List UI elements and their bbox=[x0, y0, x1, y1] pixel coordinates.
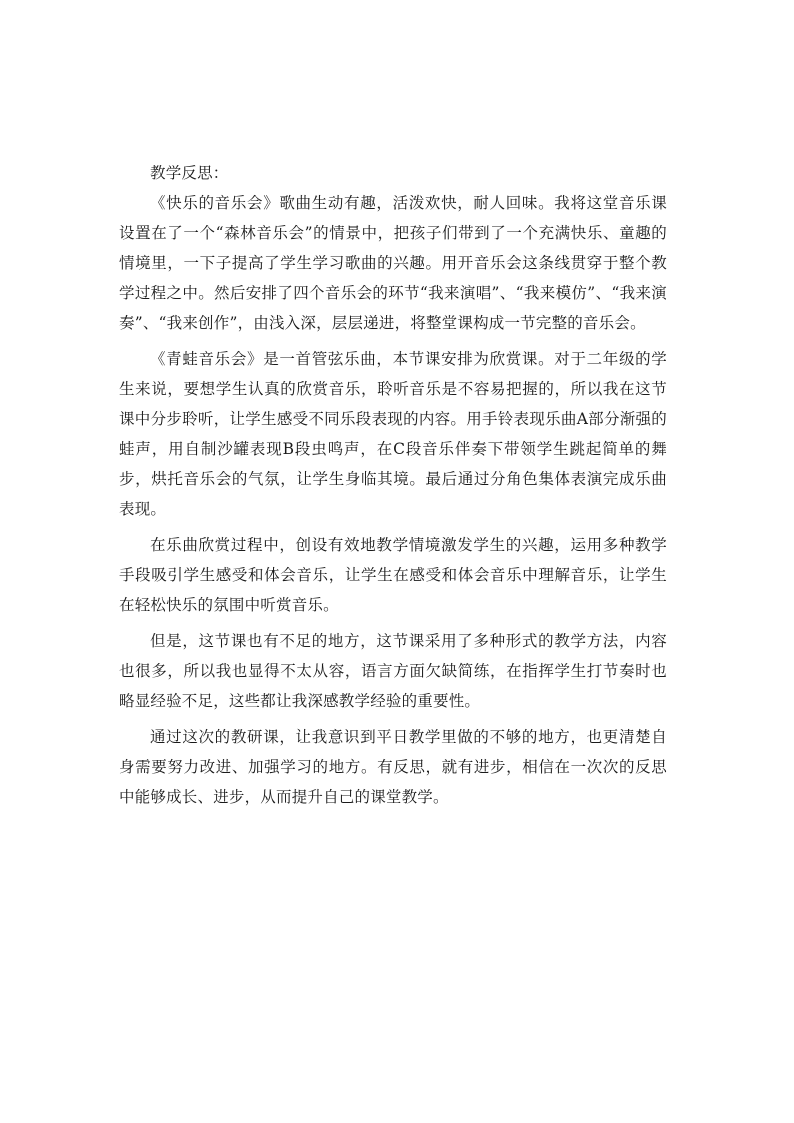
paragraph-5: 通过这次的教研课，让我意识到平日教学里做的不够的地方，也更清楚自身需要努力改进、加强学习的地方。有反思，就有进步，相信在一次次的反思中能够成长、进步，从而提升自己的课堂教学。 bbox=[119, 728, 667, 806]
paragraph-2: 《青蛙音乐会》是一首管弦乐曲，本节课安排为欣赏课。对于二年级的学生来说，要想学生认真的欣赏音乐，聆听音乐是不容易把握的，所以我在这节课中分步聆听，让学生感受不同乐段表现的内容。用手铃表现乐曲A部分渐强的蛙声，用自制沙罐表现B段虫鸣声，在C段音乐伴奏下带领学生跳起简单的舞步，烘托音乐会的气氛，让学生身临其境。最后通过分角色集体表演完成乐曲表现。 bbox=[119, 350, 667, 518]
section-heading: 教学反思： bbox=[150, 164, 229, 182]
paragraph-1: 《快乐的音乐会》歌曲生动有趣，活泼欢快，耐人回味。我将这堂音乐课设置在了一个“森林音乐会”的情景中，把孩子们带到了一个充满快乐、童趣的情境里，一下子提高了学生学习歌曲的兴趣。用开音乐会这条线贯穿于整个教学过程之中。然后安排了四个音乐会的环节“我来演唱”、“我来模仿”、“我来演奏”、“我来创作”，由浅入深，层层递进，将整堂课构成一节完整的音乐会。 bbox=[119, 194, 667, 332]
paragraph-4: 但是，这节课也有不足的地方，这节课采用了多种形式的教学方法，内容也很多，所以我也显得不太从容，语言方面欠缺简练，在指挥学生打节奏时也略显经验不足，这些都让我深感教学经验的重要性。 bbox=[119, 632, 667, 710]
document-body bbox=[119, 158, 667, 812]
paragraph-3: 在乐曲欣赏过程中，创设有效地教学情境激发学生的兴趣，运用多种教学手段吸引学生感受和体会音乐，让学生在感受和体会音乐中理解音乐，让学生在轻松快乐的氛围中听赏音乐。 bbox=[119, 536, 667, 614]
